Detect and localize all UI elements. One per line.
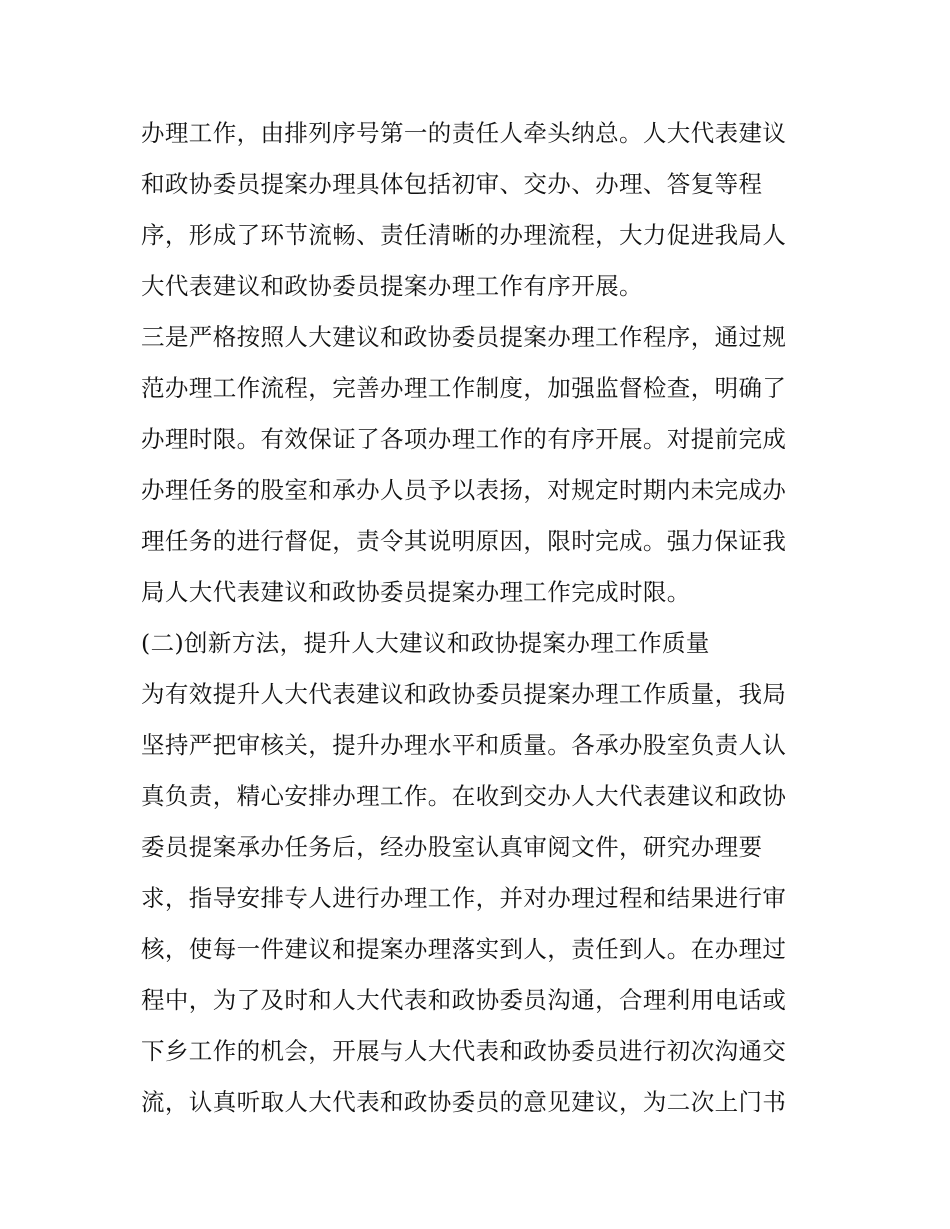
- text-line: 核，使每一件建议和提案办理落实到人，责任到人。在办理过: [141, 935, 787, 963]
- text-line: 办理时限。有效保证了各项办理工作的有序开展。对提前完成: [141, 425, 787, 453]
- section-heading: (二)创新方法，提升人大建议和政协提案办理工作质量: [141, 629, 710, 657]
- text-line: 委员提案承办任务后，经办股室认真审阅文件，研究办理要: [141, 833, 763, 861]
- text-line: 序，形成了环节流畅、责任清晰的办理流程，大力促进我局人: [141, 221, 787, 249]
- text-line: 坚持严把审核关，提升办理水平和质量。各承办股室负责人认: [141, 731, 787, 759]
- text-line: 办理工作，由排列序号第一的责任人牵头纳总。人大代表建议: [141, 119, 787, 147]
- text-line: 大代表建议和政协委员提案办理工作有序开展。: [141, 272, 643, 300]
- text-line: 范办理工作流程，完善办理工作制度，加强监督检查，明确了: [141, 374, 787, 402]
- text-line: 和政协委员提案办理具体包括初审、交办、办理、答复等程: [141, 170, 763, 198]
- text-line: 三是严格按照人大建议和政协委员提案办理工作程序，通过规: [141, 323, 787, 351]
- document-body: [141, 108, 821, 1128]
- text-line: 办理任务的股室和承办人员予以表扬，对规定时期内未完成办: [141, 476, 787, 504]
- text-line: 程中，为了及时和人大代表和政协委员沟通，合理利用电话或: [141, 986, 787, 1014]
- text-line: 下乡工作的机会，开展与人大代表和政协委员进行初次沟通交: [141, 1037, 787, 1065]
- text-line: 真负责，精心安排办理工作。在收到交办人大代表建议和政协: [141, 782, 787, 810]
- text-line: 局人大代表建议和政协委员提案办理工作完成时限。: [141, 578, 691, 606]
- text-line: 求，指导安排专人进行办理工作，并对办理过程和结果进行审: [141, 884, 787, 912]
- text-line: 为有效提升人大代表建议和政协委员提案办理工作质量，我局: [141, 680, 787, 708]
- text-line: 流，认真听取人大代表和政协委员的意见建议，为二次上门书: [141, 1088, 787, 1116]
- text-line: 理任务的进行督促，责令其说明原因，限时完成。强力保证我: [141, 527, 787, 555]
